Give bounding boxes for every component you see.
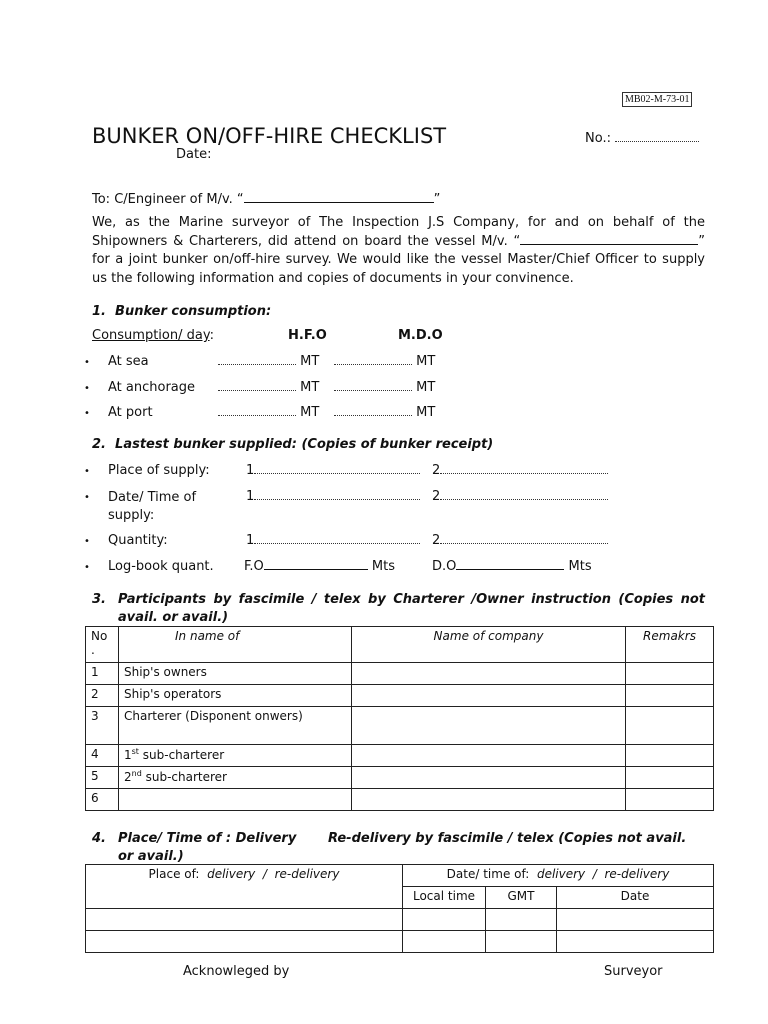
delivery-table [85, 864, 714, 953]
unit: MT [416, 405, 436, 420]
section-4-title-a: Place/ Time of : Delivery [118, 831, 297, 846]
remarks-cell[interactable] [626, 745, 714, 767]
section-1-number: 1. [92, 304, 106, 319]
remarks-cell[interactable] [626, 789, 714, 811]
surveyor-label: Surveyor [604, 964, 663, 979]
acknowledged-by-label: Acknowleged by [183, 964, 290, 979]
remarks-cell[interactable] [626, 767, 714, 789]
table-row [86, 931, 714, 953]
row-name: Ship's owners [119, 663, 352, 685]
intro-paragraph [92, 214, 705, 288]
fo-label: F.O [244, 559, 264, 574]
item-number: 2 [432, 463, 441, 478]
section-3-heading [92, 591, 705, 627]
document-code: MB02-M-73-01 [622, 92, 692, 107]
mdo-blank[interactable] [334, 390, 412, 391]
company-cell[interactable] [352, 745, 626, 767]
bullet-icon: • [84, 536, 90, 547]
ordinal-number: 1 [124, 748, 132, 762]
number-label: No.: [585, 131, 611, 146]
bullet-icon: • [84, 383, 90, 394]
section-4-title-b: Re-delivery by fascimile / telex (Copies not avail. or avail.) [118, 831, 687, 864]
row-name-text: sub-charterer [141, 770, 227, 784]
unit: MT [416, 354, 436, 369]
table-header-row [86, 865, 714, 887]
row-name[interactable] [119, 789, 352, 811]
row-label: At port [108, 405, 153, 420]
unit: MT [300, 405, 320, 420]
mdo-blank[interactable] [334, 364, 412, 365]
place-of-supply-label: Place of supply: [108, 463, 210, 478]
date-cell[interactable] [557, 909, 714, 931]
date-label: Date: [176, 147, 212, 162]
hfo-blank[interactable] [218, 415, 296, 416]
table-row [86, 789, 714, 811]
company-cell[interactable] [352, 707, 626, 745]
date-time-supply-label [108, 489, 196, 525]
row-name [119, 745, 352, 767]
row-name-text: sub-charterer [138, 748, 225, 762]
table-row [86, 685, 714, 707]
col-remarks: Remakrs [626, 627, 714, 663]
section-3-title: Participants by fascimile / telex by Charterer /Owner instruction (Copies not avail. or avail.) [118, 592, 705, 625]
bullet-icon: • [84, 357, 90, 368]
mts-unit: Mts [568, 559, 592, 574]
item-number: 1 [246, 489, 255, 504]
date-time-line-1: Date/ Time of [108, 490, 197, 505]
col-in-name-of: In name of [119, 627, 352, 663]
bullet-icon: • [84, 408, 90, 419]
company-cell[interactable] [352, 789, 626, 811]
ordinal-suffix: nd [131, 769, 142, 778]
row-no: 2 [86, 685, 119, 707]
slash: / [592, 867, 597, 881]
slash: / [262, 867, 267, 881]
number-field [585, 131, 699, 146]
quantity-label: Quantity: [108, 533, 168, 548]
logbook-label: Log-book quant. [108, 559, 214, 574]
table-row [86, 767, 714, 789]
do-label: D.O [432, 559, 457, 574]
company-cell[interactable] [352, 663, 626, 685]
date-blank-2[interactable] [440, 499, 608, 500]
item-number: 2 [432, 533, 441, 548]
to-line [92, 192, 440, 207]
table-row [86, 745, 714, 767]
redelivery-label: re-delivery [604, 867, 670, 881]
to-suffix: ” [433, 192, 441, 207]
place-of-header [86, 865, 403, 909]
section-4-heading [92, 830, 705, 866]
section-2-heading [92, 437, 493, 452]
gmt-cell[interactable] [486, 931, 557, 953]
remarks-cell[interactable] [626, 707, 714, 745]
ordinal-number: 2 [124, 770, 132, 784]
place-of-label: Place of: [148, 867, 200, 881]
section-4-number: 4. [92, 831, 106, 846]
section-2-number: 2. [92, 437, 106, 452]
company-cell[interactable] [352, 767, 626, 789]
row-no: 4 [86, 745, 119, 767]
date-cell[interactable] [557, 931, 714, 953]
section-4-title [118, 830, 705, 866]
mdo-header: M.D.O [398, 328, 443, 343]
consumption-label: Consumption/ day [92, 328, 210, 343]
row-no: 3 [86, 707, 119, 745]
quantity-blank-2[interactable] [440, 543, 608, 544]
redelivery-label: re-delivery [274, 867, 340, 881]
unit: MT [416, 380, 436, 395]
table-header-row [86, 627, 714, 663]
company-cell[interactable] [352, 685, 626, 707]
table-row [86, 663, 714, 685]
item-number: 1 [246, 463, 255, 478]
row-name: Ship's operators [119, 685, 352, 707]
col-no: No . [86, 627, 119, 663]
datetime-of-header [403, 865, 714, 887]
place-cell[interactable] [86, 931, 403, 953]
hfo-blank[interactable] [218, 364, 296, 365]
bullet-icon: • [84, 466, 90, 477]
place-cell[interactable] [86, 909, 403, 931]
unit: MT [300, 354, 320, 369]
row-no: 5 [86, 767, 119, 789]
item-number: 2 [432, 489, 441, 504]
mts-unit: Mts [371, 559, 395, 574]
do-blank[interactable] [456, 569, 564, 570]
delivery-label: delivery [536, 867, 586, 881]
local-time-header: Local time [403, 887, 486, 909]
date-header: Date [557, 887, 714, 909]
col-company: Name of company [352, 627, 626, 663]
row-name [119, 767, 352, 789]
table-row [86, 909, 714, 931]
row-label: At sea [108, 354, 149, 369]
bullet-icon: • [84, 492, 90, 503]
date-blank-1[interactable] [254, 499, 420, 500]
row-label: At anchorage [108, 380, 196, 395]
delivery-label: delivery [207, 867, 256, 881]
page-title: BUNKER ON/OFF-HIRE CHECKLIST [92, 124, 447, 148]
item-number: 1 [246, 533, 255, 548]
local-time-cell[interactable] [403, 931, 486, 953]
to-prefix: To: C/Engineer of M/v. “ [92, 192, 244, 207]
place-blank-1[interactable] [254, 473, 420, 474]
datetime-of-label: Date/ time of: [446, 867, 530, 881]
unit: MT [300, 380, 320, 395]
remarks-cell[interactable] [626, 663, 714, 685]
gmt-cell[interactable] [486, 909, 557, 931]
intro-text-2: ” for a joint bunker on/off-hire survey. We would like the vessel Master/Chief Officer to supply us the following information and copies of documents in your convinence. [92, 233, 705, 286]
participants-table [85, 626, 714, 811]
intro-text-1: We, as the Marine surveyor of The Inspection J.S Company, for and on behalf of the Shipowners & Charterers, did attend on board the vessel M/v. “ [92, 215, 705, 249]
place-blank-2[interactable] [440, 473, 608, 474]
gmt-header: GMT [486, 887, 557, 909]
date-time-line-2: supply: [108, 508, 155, 523]
table-row [86, 707, 714, 745]
quantity-blank-1[interactable] [254, 543, 420, 544]
ordinal-suffix: st [131, 747, 139, 756]
hfo-header: H.F.O [288, 328, 327, 343]
section-2-title: Lastest bunker supplied: (Copies of bunker receipt) [115, 437, 494, 452]
row-no: 6 [86, 789, 119, 811]
consumption-label-wrap [92, 328, 214, 343]
consumption-colon: : [209, 328, 214, 343]
vessel-name-blank[interactable] [244, 202, 434, 203]
fo-blank[interactable] [264, 569, 368, 570]
number-blank[interactable] [615, 141, 699, 142]
section-1-title: Bunker consumption: [115, 304, 272, 319]
mdo-blank[interactable] [334, 415, 412, 416]
bullet-icon: • [84, 562, 90, 573]
hfo-blank[interactable] [218, 390, 296, 391]
section-3-number: 3. [92, 592, 106, 607]
section-1-heading [92, 304, 271, 319]
vessel-blank[interactable] [520, 244, 698, 245]
row-name: Charterer (Disponent onwers) [119, 707, 352, 745]
local-time-cell[interactable] [403, 909, 486, 931]
remarks-cell[interactable] [626, 685, 714, 707]
row-no: 1 [86, 663, 119, 685]
